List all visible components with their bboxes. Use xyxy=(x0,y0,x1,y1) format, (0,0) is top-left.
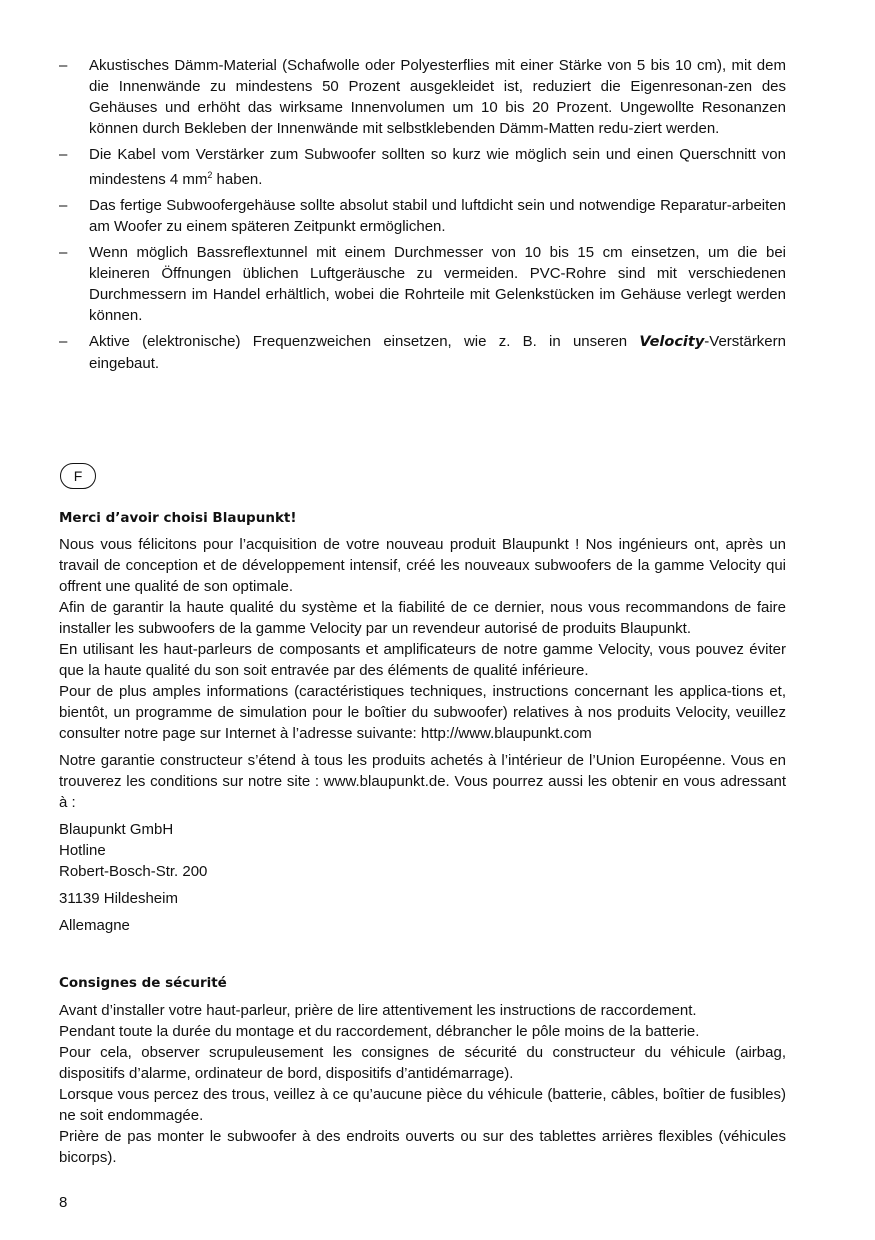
list-item xyxy=(59,195,786,237)
section-heading-safety: Consignes de sécurité xyxy=(59,975,227,991)
paragraph: Nous vous félicitons pour l’acquisition de votre nouveau produit Blaupunkt ! Nos ingénieurs ont, après un travail de conception et de développement intensif, créé les nouveaux subwoofers de la gamme Velocity qui offrent une qualité de son optimale. xyxy=(59,536,786,595)
list-item xyxy=(59,144,786,190)
list-item-text: Aktive (elektronische) Frequenzweichen einsetzen, wie z. B. in unseren xyxy=(89,333,640,350)
address-city: 31139 Hildesheim xyxy=(59,890,178,907)
dash-marker: – xyxy=(59,197,68,214)
list-item xyxy=(59,331,786,374)
address-dept: Hotline xyxy=(59,842,106,859)
dash-marker: – xyxy=(59,244,68,261)
list-item-text: Die Kabel vom Verstärker zum Subwoofer sollten so kurz wie möglich sein und einen Querschnitt von mindestens 4 mm xyxy=(89,146,786,188)
paragraph: Pour de plus amples informations (caractéristiques techniques, instructions concernant les applica-tions et, bientôt, un programme de simulation pour le boîtier du subwoofer) relatives à nos produits Velocity, veuillez consulter notre page sur Internet à l’adresse suivante: http://www.blaupunkt.com xyxy=(59,683,786,742)
paragraph: En utilisant les haut-parleurs de composants et amplificateurs de notre gamme Velocity, vous pouvez éviter que la haute qualité du son soit entravée par des éléments de qualité inférieure. xyxy=(59,641,786,679)
paragraph: Lorsque vous percez des trous, veillez à ce qu’aucune pièce du véhicule (batterie, câbles, boîtier de fusibles) ne soit endommagée. xyxy=(59,1086,786,1124)
address-street: Robert-Bosch-Str. 200 xyxy=(59,863,208,880)
dash-marker: – xyxy=(59,333,68,350)
list-item-text: Akustisches Dämm-Material (Schafwolle oder Polyesterflies mit einer Stärke von 5 bis 10 cm), mit dem die Innenwände zu mindestens 50 Prozent ausgekleidet ist, reduziert die Eigenresonan-zen des Gehäuses und erhöht das wirksame Innenvolumen um 10 bis 20 Prozent. Ungewollte Resonanzen können durch Bekleben der Innenwände mit selbstklebenden Dämm-Matten redu-ziert werden. xyxy=(89,57,786,137)
superscript: 2 xyxy=(207,170,213,180)
safety-block xyxy=(59,1000,786,1168)
paragraph: Pendant toute la durée du montage et du raccordement, débrancher le pôle moins de la batterie. xyxy=(59,1023,700,1040)
list-item-text-tail: haben. xyxy=(212,171,263,188)
french-intro-block xyxy=(59,534,786,936)
address-country: Allemagne xyxy=(59,917,130,934)
paragraph: Avant d’installer votre haut-parleur, prière de lire attentivement les instructions de raccordement. xyxy=(59,1002,697,1019)
language-badge: F xyxy=(60,463,96,489)
list-item-text: Das fertige Subwoofergehäuse sollte absolut stabil und luftdicht sein und notwendige Reparatur-arbeiten am Woofer zu einem späteren Zeitpunkt ermöglichen. xyxy=(89,197,786,235)
list-item-text: Wenn möglich Bassreflextunnel mit einem Durchmesser von 10 bis 15 cm einsetzen, um die bei kleineren Öffnungen üblichen Luftgeräusche zu vermeiden. PVC-Rohre sind mit verschiedenen Durchmessern im Handel erhältlich, wobei die Rohrteile mit Gelenkstücken im Gehäuse verlegt werden können. xyxy=(89,244,786,324)
list-item-text-tail: -Verstärkern eingebaut. xyxy=(89,333,786,372)
german-bullet-section xyxy=(59,55,786,379)
dash-marker: – xyxy=(59,57,68,74)
dash-marker: – xyxy=(59,146,68,163)
paragraph: Afin de garantir la haute qualité du système et la fiabilité de ce dernier, nous vous recommandons de faire installer les subwoofers de la gamme Velocity par un revendeur autorisé de produits Blaupunkt. xyxy=(59,599,786,637)
german-bullet-list xyxy=(59,55,786,374)
brand-name: Velocity xyxy=(639,334,705,350)
paragraph: Pour cela, observer scrupuleusement les consignes de sécurité du constructeur du véhicule (airbag, dispositifs d’alarme, ordinateur de bord, dispositifs d’antidémarrage). xyxy=(59,1044,786,1082)
list-item xyxy=(59,55,786,139)
address-company: Blaupunkt GmbH xyxy=(59,821,174,838)
paragraph: Prière de pas monter le subwoofer à des endroits ouverts ou sur des tablettes arrières flexibles (véhicules bicorps). xyxy=(59,1128,786,1166)
warranty-paragraph: Notre garantie constructeur s’étend à tous les produits achetés à l’intérieur de l’Union Européenne. Vous en trouverez les conditions sur notre site : www.blaupunkt.de. Vous pourrez aussi les obtenir en vous adressant à : xyxy=(59,752,786,811)
page-number: 8 xyxy=(59,1194,68,1211)
section-heading-thanks: Merci d’avoir choisi Blaupunkt! xyxy=(59,510,297,526)
list-item xyxy=(59,242,786,326)
